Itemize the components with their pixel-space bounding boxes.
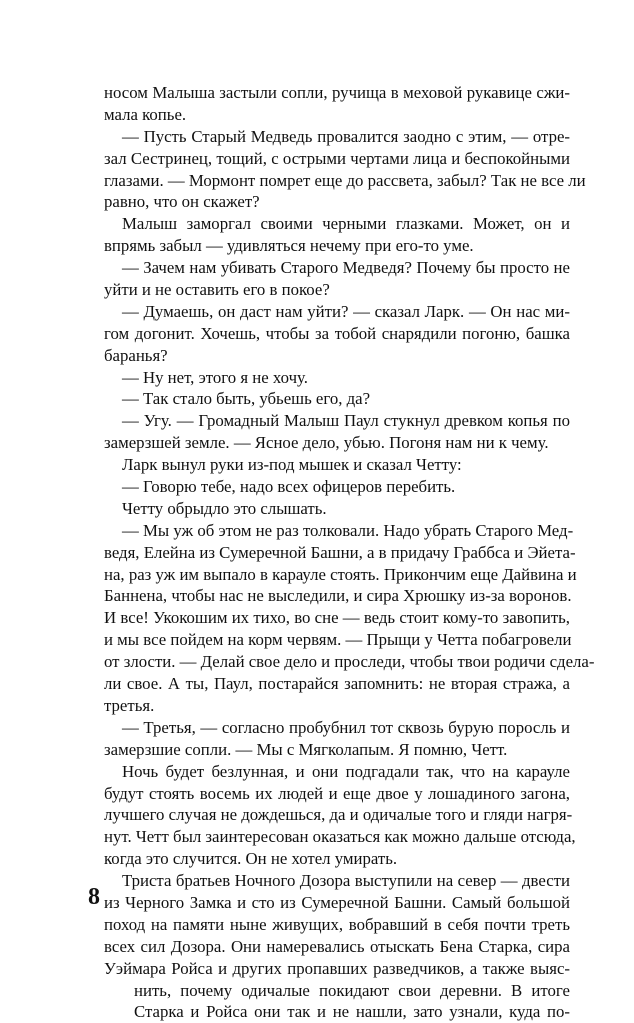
text-line: от злости. — Делай свое дело и проследи, чтобы твои родичи сдела- (104, 652, 595, 672)
text-line: — Мы уж об этом не раз толковали. Надо убрать Старого Мед- (122, 520, 574, 540)
text-line: баранья? (104, 345, 168, 365)
text-line: И все! Укокошим их тихо, во сне — ведь стоит кому-то завопить, (104, 608, 570, 628)
text-line: носом Малыша застыли сопли, ручища в меховой рукавице сжи- (104, 83, 570, 102)
text-line: глазами. — Мормонт помрет еще до рассвета, забыл? Так не все ли (104, 170, 586, 190)
text-line: — Зачем нам убивать Старого Медведя? Почему бы просто не (122, 258, 570, 278)
text-line: ведя, Елейна из Сумеречной Башни, а в придачу Граббса и Эйета- (104, 542, 576, 562)
text-line: — Так стало быть, убьешь его, да? (122, 389, 371, 409)
text-line: зал Сестринец, тощий, с острыми чертами лица и беспокойными (104, 148, 570, 168)
text-line: Четту обрыдло это слышать. (122, 498, 327, 518)
text-line: из Черного Замка и сто из Сумеречной Башни. Самый большой (104, 892, 570, 912)
text-line: замерзшие сопли. — Мы с Мягколапым. Я помню, Четт. (104, 739, 508, 759)
text-line: впрямь забыл — удивляться нечему при его-то уме. (104, 236, 474, 256)
text-line: уйти и не оставить его в покое? (104, 280, 330, 300)
body-text (104, 82, 595, 1023)
text-line: Уэймара Ройса и других пропавших разведчиков, а также выяс- (104, 958, 570, 978)
text-line: — Ну нет, этого я не хочу. (122, 367, 308, 387)
text-line: когда это случится. Он не хотел умирать. (104, 849, 398, 869)
text-line: — Третья, — согласно пробубнил тот сквозь бурую поросль и (122, 717, 570, 737)
text-line: Триста братьев Ночного Дозора выступили на север — двести (122, 871, 570, 891)
text-line: Баннена, чтобы нас не выследили, и сира Хрюшку из-за воронов. (104, 586, 572, 606)
text-line: будут стоять восемь их людей и еще двое у лошадиного загона, (104, 783, 570, 803)
text-line: — Говорю тебе, надо всех офицеров перебить. (122, 477, 456, 497)
text-line: и мы все пойдем на корм червям. — Прыщи у Четта побагровели (104, 630, 572, 650)
text-line: — Думаешь, он даст нам уйти? — сказал Ларк. — Он нас ми- (122, 301, 570, 321)
text-line: — Пусть Старый Медведь провалится заодно с этим, — отре- (122, 126, 570, 146)
text-line: нут. Четт был заинтересован оказаться как можно дальше отсюда, (104, 827, 576, 847)
text-line: ли свое. А ты, Паул, постарайся запомнить: не вторая стража, а (104, 674, 570, 694)
text-line: гом догонит. Хочешь, чтобы за тобой снарядили погоню, башка (104, 323, 570, 343)
text-line: — Угу. — Громадный Малыш Паул стукнул древком копья по (122, 411, 570, 431)
page-number: 8 (88, 884, 100, 910)
text-line: Старка и Ройса они так и не нашли, зато узнали, куда по- (134, 1002, 570, 1022)
text-line: всех сил Дозора. Они намеревались отыскать Бена Старка, сира (104, 936, 570, 956)
text-line: нить, почему одичалые покидают свои деревни. В итоге (134, 980, 570, 1000)
text-line: мала копье. (104, 104, 187, 124)
text-line: равно, что он скажет? (104, 192, 260, 212)
text-line: лучшего случая не дождешься, да и одичалые того и гляди нагря- (104, 805, 573, 825)
text-line: Малыш заморгал своими черными глазками. Может, он и (122, 214, 570, 234)
text-line: на, раз уж им выпало в карауле стоять. Прикончим еще Дайвина и (104, 564, 577, 584)
text-line: Ночь будет безлунная, и они подгадали так, что на карауле (122, 761, 570, 781)
text-line: третья. (104, 695, 155, 715)
text-line: Ларк вынул руки из-под мышек и сказал Четту: (122, 455, 462, 475)
text-line: поход на памяти ныне живущих, вобравший в себя почти треть (104, 914, 570, 934)
text-line: замерзшей земле. — Ясное дело, убью. Погоня нам ни к чему. (104, 433, 549, 453)
